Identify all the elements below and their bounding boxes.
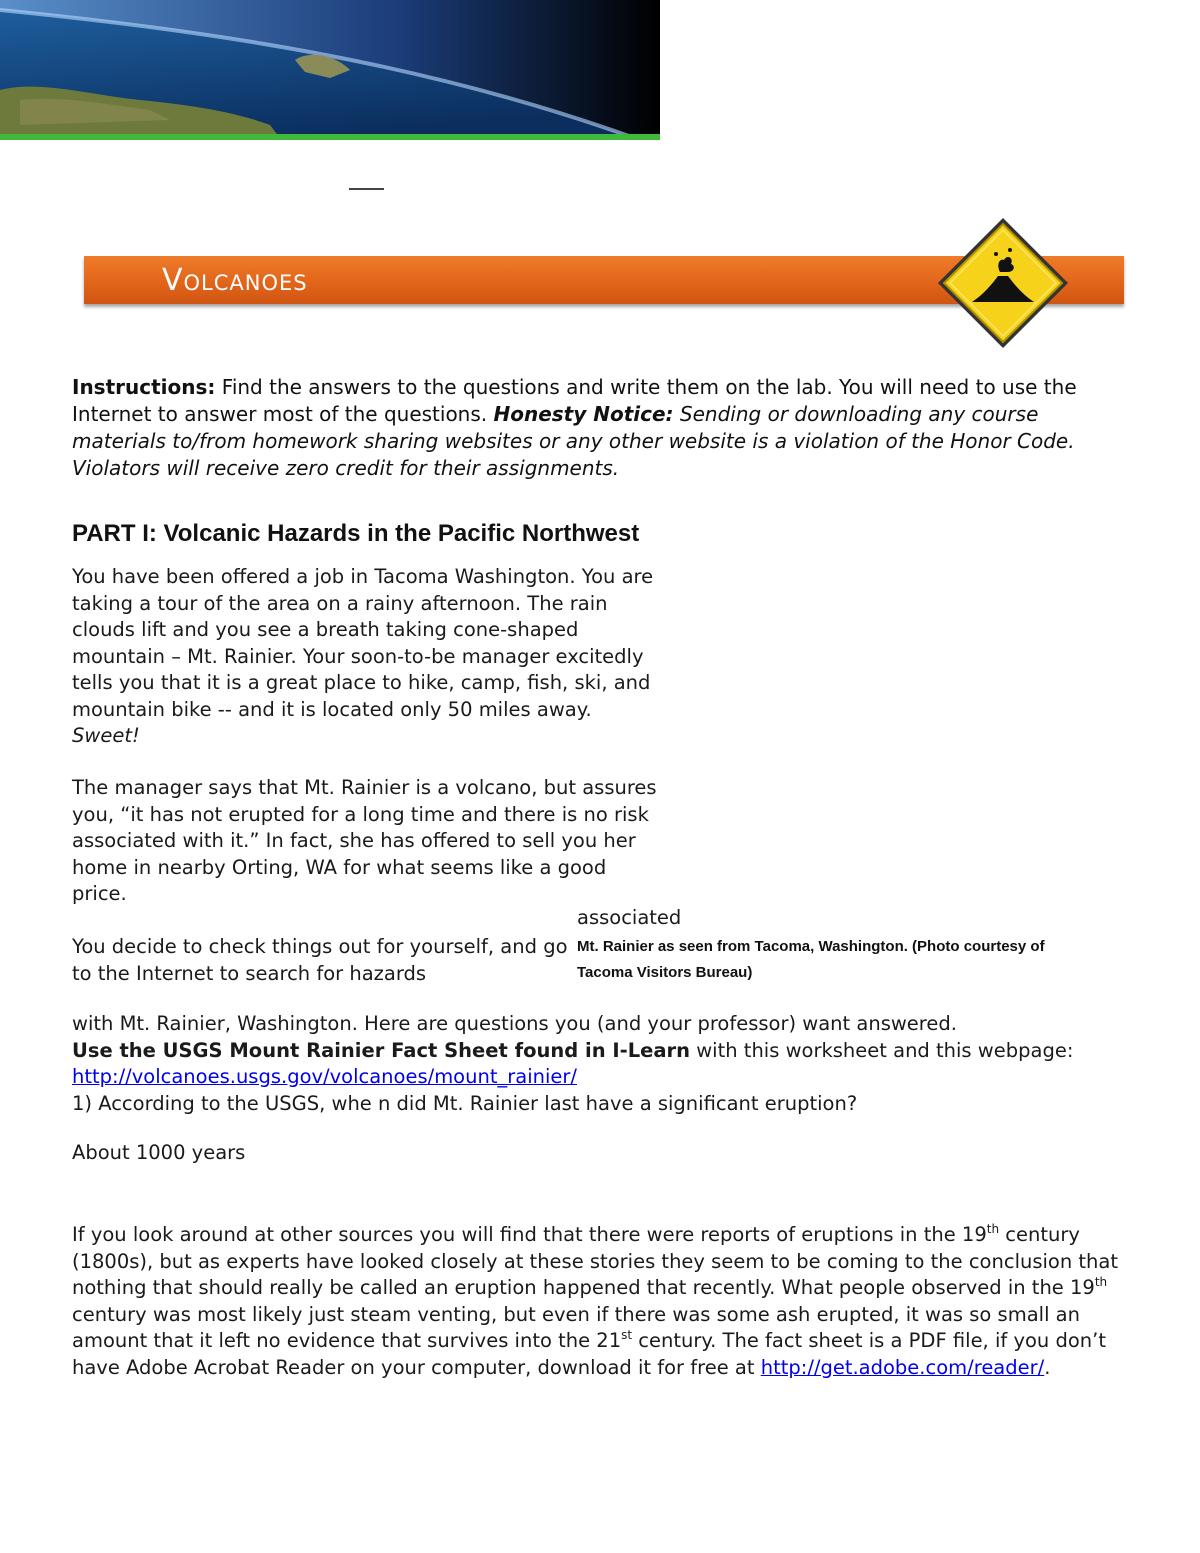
sources-text-a: If you look around at other sources you will find that there were reports of eruptions in the 19: [72, 1223, 987, 1246]
earth-banner-image: [0, 0, 660, 140]
superscript-st: st: [621, 1328, 633, 1342]
sources-text-b: century (1800s), but as experts have looked closely at these stories they seem to be coming to the conclusion that nothing that should really be called an eruption happened that recently. What people observed in the 19: [72, 1223, 1119, 1299]
paragraph-other-sources: [72, 1222, 1132, 1381]
question-1: 1) According to the USGS, whe n did Mt. Rainier last have a significant eruption?: [72, 1091, 858, 1115]
usgs-rest-text: with this worksheet and this webpage:: [690, 1038, 1074, 1062]
paragraph-job-offer: [72, 564, 662, 750]
usgs-line: [72, 1038, 1132, 1091]
emphasis-text: Sweet!: [72, 724, 140, 747]
honesty-notice-text: Sending or downloading any course materials to/from homework sharing websites or any other website is a violation of the Honor Code. Violators will receive zero credit for their assignments.: [72, 402, 1075, 480]
superscript-th: th: [986, 1222, 1000, 1236]
sources-text-d: century. The fact sheet is a PDF file, if you don’t have Adobe Acrobat Reader on your computer, download it for free at: [72, 1329, 1106, 1379]
usgs-bold-text: Use the USGS Mount Rainier Fact Sheet found in I-Learn: [72, 1038, 691, 1062]
superscript-th: th: [1094, 1275, 1108, 1289]
volcano-warning-sign-icon: [934, 214, 1072, 352]
instructions-text: Find the answers to the questions and write them on the lab. You will need to use the Internet to answer most of the questions.: [72, 375, 1077, 426]
divider: [349, 188, 384, 190]
sources-text-c: century was most likely just steam venting, but even if there was some ash erupted, it was so small an amount that it left no evidence that survives into the 21: [72, 1302, 1080, 1352]
usgs-rainier-link[interactable]: http://volcanoes.usgs.gov/volcanoes/mount_rainier/: [72, 1065, 577, 1088]
sources-end: .: [1044, 1355, 1051, 1379]
answer-1: About 1000 years: [72, 1141, 246, 1164]
associated-word: associated: [577, 906, 682, 929]
photo-caption: Mt. Rainier as seen from Tacoma, Washington. (Photo courtesy of Tacoma Visitors Bureau): [577, 938, 1045, 981]
continued-text: with Mt. Rainier, Washington. Here are questions you (and your professor) want answered.: [72, 1012, 957, 1035]
instructions-paragraph: [72, 374, 1132, 482]
paragraph-text: You have been offered a job in Tacoma Washington. You are taking a tour of the area on a rainy afternoon. The rain clouds lift and you see a breath taking cone-shaped mountain – Mt. Rainier. Your soon-to-be manager excitedly tells you that it is a great place to hike, camp, fish, ski, and mountain bike -- and it is located only 50 miles away.: [72, 565, 654, 721]
paragraph-manager: The manager says that Mt. Rainier is a volcano, but assures you, “it has not erupted for a long time and there is no risk associated with it.” In fact, she has offered to sell you her home in nearby Orting, WA for what seems like a good price.: [72, 776, 657, 905]
paragraph-check-internet: You decide to check things out for yourself, and go to the Internet to search for hazards: [72, 935, 568, 985]
adobe-reader-link[interactable]: http://get.adobe.com/reader/: [760, 1355, 1045, 1379]
instructions-label: Instructions:: [72, 375, 216, 399]
honesty-notice-label: Honesty Notice:: [493, 402, 674, 426]
page-title: Volcanoes: [162, 263, 308, 298]
part-heading: PART I: Volcanic Hazards in the Pacific Northwest: [72, 520, 640, 547]
paragraph-questions: [72, 1011, 1132, 1117]
